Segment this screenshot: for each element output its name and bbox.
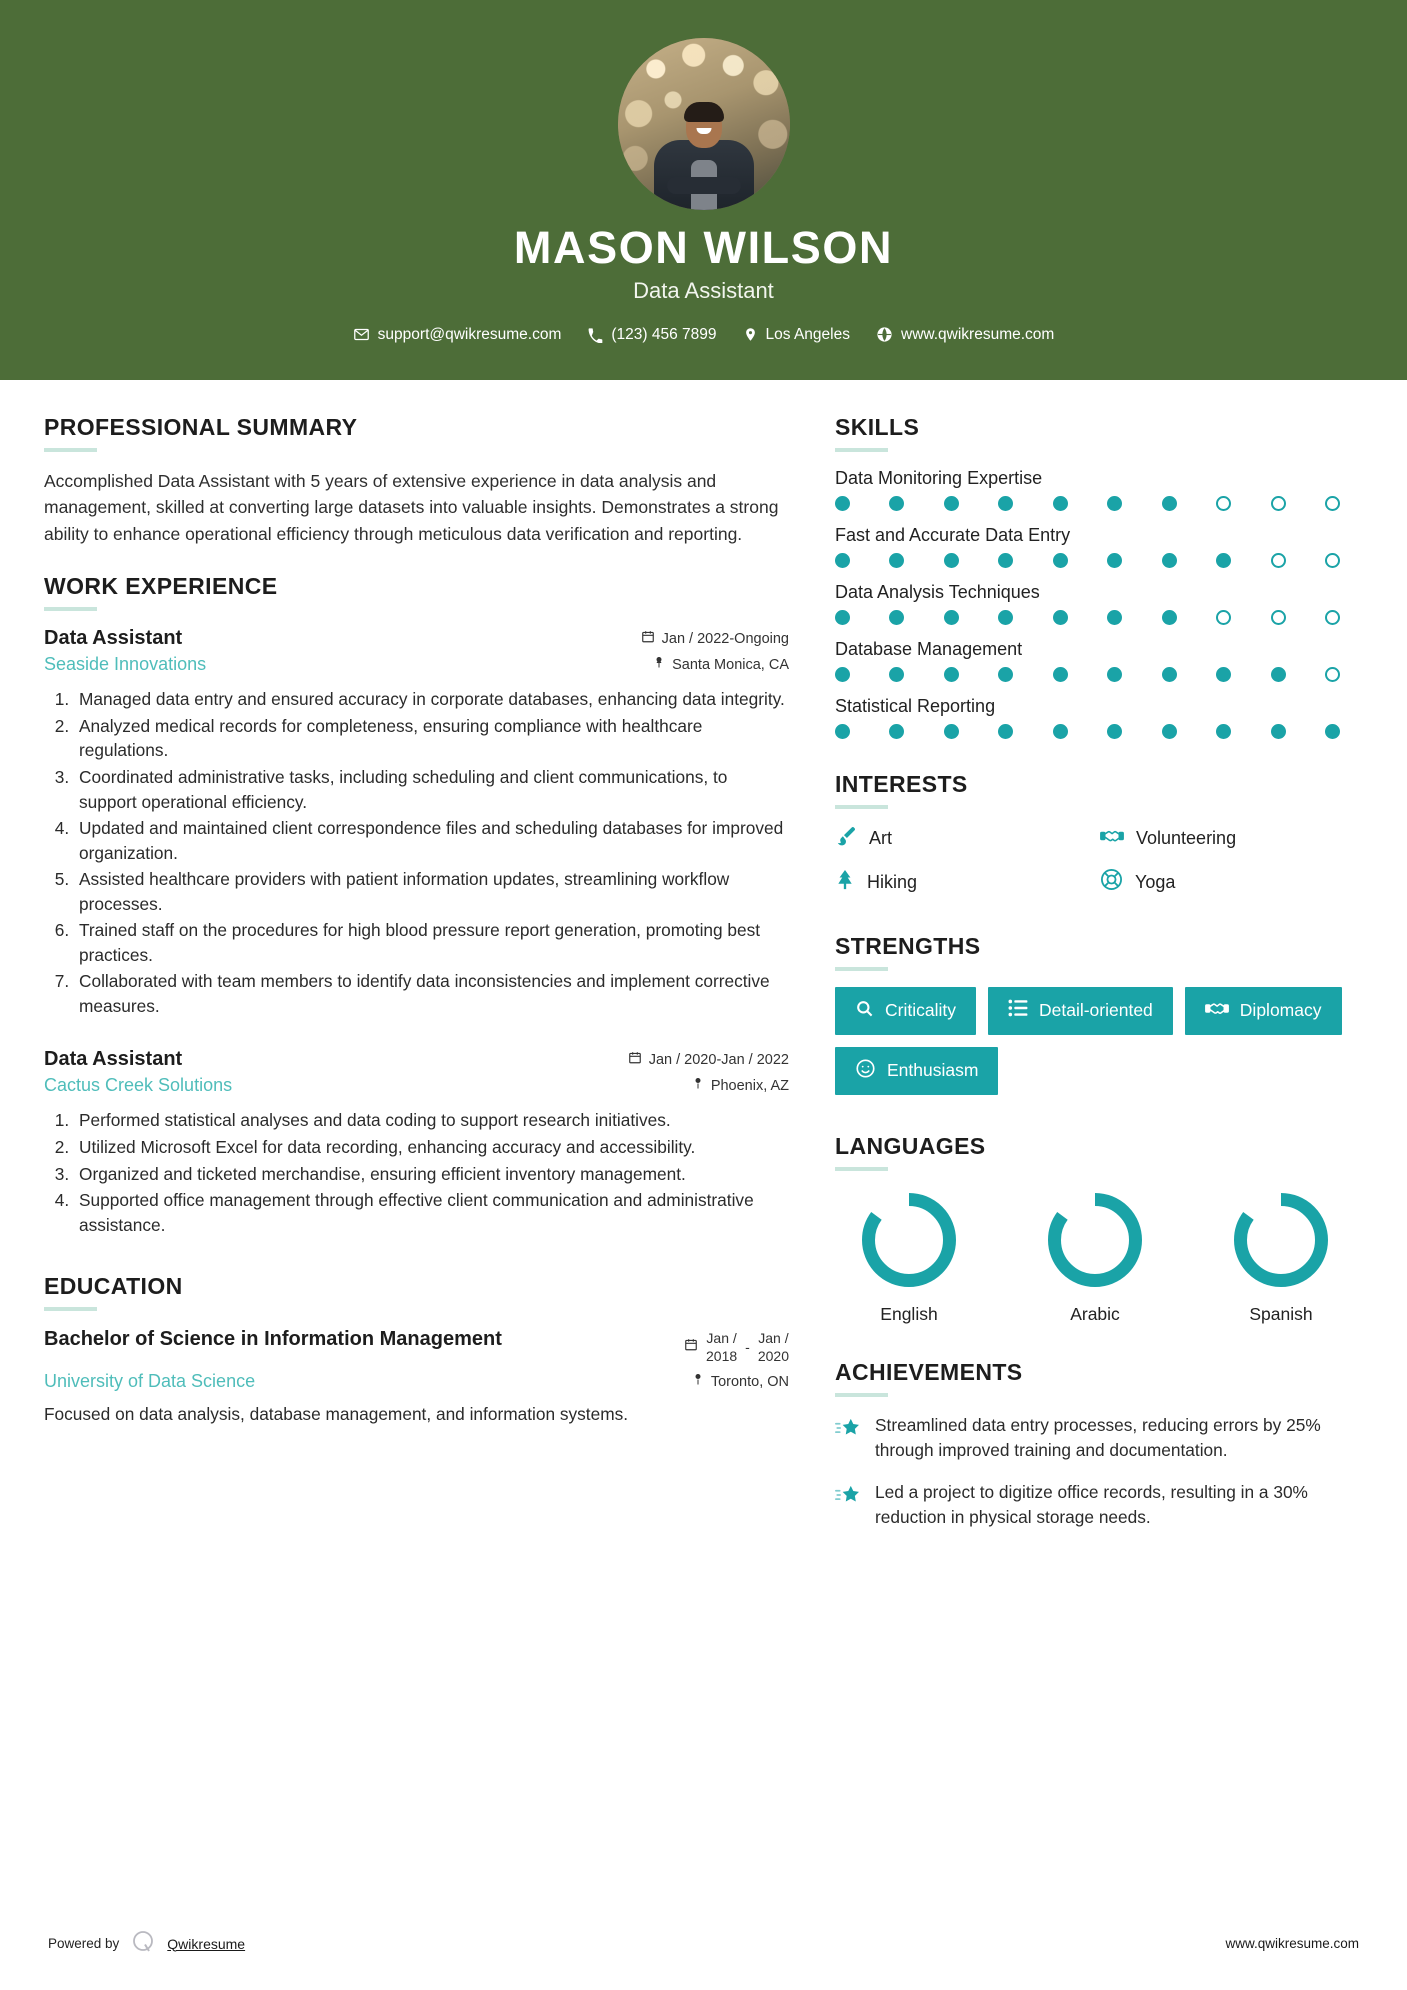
rating-dot-filled — [1162, 667, 1177, 682]
job-role: Data Assistant — [44, 627, 183, 650]
resume-body — [0, 380, 1407, 1557]
skill-name: Statistical Reporting — [835, 695, 996, 716]
rating-dot-filled — [1107, 610, 1122, 625]
tree-icon — [835, 868, 855, 897]
rating-dot-filled — [944, 667, 959, 682]
rating-dot-filled — [944, 724, 959, 739]
job-bullet: 3. Organized and ticketed merchandise, ensuring efficient inventory management. — [74, 1162, 789, 1187]
phone-icon — [587, 327, 603, 343]
candidate-job-title: Data Assistant — [633, 277, 774, 303]
achievement-text: Streamlined data entry processes, reducing errors by 25% through improved training and documentation. — [875, 1414, 1321, 1460]
skill-name: Data Monitoring Expertise — [835, 467, 1043, 488]
rating-dot-filled — [998, 724, 1013, 739]
contact-row — [0, 326, 1407, 344]
language-name: Spanish — [1249, 1303, 1313, 1324]
job-location-value: Santa Monica, CA — [672, 656, 789, 673]
education-date-separator: - — [745, 1339, 750, 1356]
rating-dot-filled — [889, 610, 904, 625]
contact-phone[interactable] — [574, 326, 729, 344]
section-rule — [44, 607, 97, 611]
candidate-name: MASON WILSON — [513, 222, 894, 273]
skill-name: Database Management — [835, 638, 1023, 659]
education-entry — [44, 1327, 789, 1427]
skill-item — [835, 582, 1355, 625]
job-dates — [628, 1050, 789, 1069]
powered-by-label: Powered by — [48, 1936, 120, 1951]
language-donut-chart — [1025, 1193, 1165, 1292]
job-bullet: 7. Collaborated with team members to identify data inconsistencies and implement corrective measures. — [74, 969, 789, 1018]
rating-dot-filled — [1107, 724, 1122, 739]
job-bullet: 2. Analyzed medical records for completeness, ensuring compliance with healthcare regulations. — [74, 714, 789, 763]
qwikresume-link[interactable]: Qwikresume — [167, 1935, 246, 1952]
calendar-icon — [628, 1050, 642, 1069]
calendar-icon — [641, 629, 655, 648]
skill-rating — [835, 667, 1340, 682]
achievement-item — [835, 1480, 1355, 1530]
achievement-item — [835, 1413, 1355, 1463]
donut-progress-arc — [869, 1199, 950, 1280]
rating-dot-empty — [1325, 667, 1340, 682]
section-skills — [835, 414, 1355, 739]
rating-dot-filled — [835, 553, 850, 568]
skill-item — [835, 696, 1355, 739]
strength-chip-criticality[interactable] — [835, 987, 976, 1035]
education-degree: Bachelor of Science in Information Management — [44, 1328, 502, 1351]
rating-dot-filled — [835, 610, 850, 625]
contact-website[interactable] — [863, 326, 1067, 344]
strength-chip-detail-oriented[interactable] — [988, 987, 1173, 1035]
section-title-work-experience: WORK EXPERIENCE — [44, 573, 278, 600]
rating-dot-filled — [1053, 667, 1068, 682]
skill-item — [835, 525, 1355, 568]
rating-dot-filled — [944, 496, 959, 511]
strength-label: Diplomacy — [1239, 1000, 1322, 1021]
language-item — [1025, 1187, 1165, 1325]
rating-dot-filled — [1053, 553, 1068, 568]
job-role: Data Assistant — [44, 1048, 183, 1071]
map-pin-icon — [653, 655, 665, 674]
skill-name: Fast and Accurate Data Entry — [835, 524, 1071, 545]
map-pin-icon — [692, 1076, 704, 1095]
smiley-icon — [855, 1058, 876, 1084]
strengths-list — [835, 987, 1355, 1095]
language-donut-chart — [1211, 1193, 1351, 1292]
rating-dot-filled — [889, 667, 904, 682]
job-location — [692, 1076, 789, 1095]
footer-website[interactable]: www.qwikresume.com — [1225, 1936, 1359, 1951]
list-icon — [1008, 999, 1028, 1022]
strength-chip-enthusiasm[interactable] — [835, 1047, 998, 1095]
section-title-summary: PROFESSIONAL SUMMARY — [44, 413, 358, 440]
languages-list — [835, 1187, 1355, 1325]
interest-item — [835, 825, 1090, 852]
rating-dot-filled — [1162, 724, 1177, 739]
section-professional-summary — [44, 414, 789, 548]
section-achievements — [835, 1359, 1355, 1531]
avatar-person — [652, 102, 756, 210]
interest-label: Art — [869, 827, 893, 848]
section-strengths — [835, 933, 1355, 1095]
rating-dot-filled — [1053, 610, 1068, 625]
rating-dot-filled — [835, 667, 850, 682]
section-rule — [835, 1393, 888, 1397]
paint-brush-icon — [835, 825, 857, 852]
interest-item — [835, 868, 1090, 897]
rating-dot-filled — [944, 553, 959, 568]
job-bullet: 4. Supported office management through effective client communication and administrative assistance. — [74, 1188, 789, 1237]
section-title-strengths: STRENGTHS — [835, 932, 981, 959]
job-dates — [641, 629, 789, 648]
rating-dot-empty — [1325, 553, 1340, 568]
rating-dot-filled — [1162, 496, 1177, 511]
language-donut-chart — [839, 1193, 979, 1292]
skill-item — [835, 639, 1355, 682]
rating-dot-filled — [1162, 610, 1177, 625]
rating-dot-empty — [1271, 553, 1286, 568]
achievement-text: Led a project to digitize office records, resulting in a 30% reduction in physical storage needs. — [875, 1482, 1308, 1528]
rating-dot-empty — [1271, 610, 1286, 625]
interest-label: Volunteering — [1136, 827, 1237, 848]
location-pin-icon — [743, 326, 758, 343]
section-title-languages: LANGUAGES — [835, 1132, 986, 1159]
education-subheader — [44, 1371, 789, 1392]
job-company: Cactus Creek Solutions — [44, 1075, 233, 1096]
rating-dot-filled — [998, 496, 1013, 511]
rating-dot-filled — [1325, 724, 1340, 739]
interest-label: Hiking — [867, 871, 918, 892]
section-rule — [835, 1167, 888, 1171]
job-entry — [44, 627, 789, 1018]
job-header — [44, 1048, 789, 1071]
job-subheader — [44, 654, 789, 675]
rating-dot-filled — [1271, 724, 1286, 739]
skill-item — [835, 468, 1355, 511]
language-name: English — [880, 1303, 938, 1324]
contact-email-value: support@qwikresume.com — [377, 325, 562, 343]
section-rule — [835, 967, 888, 971]
interest-label: Yoga — [1135, 871, 1176, 892]
job-bullet: 1. Performed statistical analyses and data coding to support research initiatives. — [74, 1108, 789, 1133]
education-description: Focused on data analysis, database management, and information systems. — [44, 1404, 629, 1425]
rating-dot-empty — [1271, 496, 1286, 511]
education-location-value: Toronto, ON — [710, 1373, 789, 1390]
rating-dot-filled — [835, 724, 850, 739]
education-location — [692, 1372, 789, 1391]
rating-dot-filled — [998, 610, 1013, 625]
language-item — [1211, 1187, 1351, 1325]
rating-dot-filled — [889, 724, 904, 739]
education-dates — [684, 1327, 789, 1365]
education-end-year: 2020 — [757, 1347, 789, 1364]
education-start-month: Jan / — [706, 1330, 737, 1347]
education-start-year: 2018 — [706, 1347, 738, 1364]
rating-dot-filled — [998, 553, 1013, 568]
handshake-icon — [1100, 825, 1124, 852]
donut-progress-arc — [1241, 1199, 1322, 1280]
job-entry — [44, 1048, 789, 1237]
rating-dot-filled — [1162, 553, 1177, 568]
section-rule — [44, 1307, 97, 1311]
skill-rating — [835, 610, 1340, 625]
interest-item — [1100, 868, 1355, 897]
rating-dot-filled — [1216, 667, 1231, 682]
strength-label: Detail-oriented — [1038, 1000, 1153, 1021]
section-title-achievements: ACHIEVEMENTS — [835, 1358, 1023, 1385]
handshake-icon — [1205, 998, 1229, 1024]
education-header — [44, 1327, 789, 1365]
avatar — [618, 38, 790, 210]
rating-dot-filled — [1107, 553, 1122, 568]
rating-dot-filled — [1271, 667, 1286, 682]
job-bullet: 5. Assisted healthcare providers with patient information updates, streamlining workflow processes. — [74, 867, 789, 916]
globe-icon — [876, 326, 893, 343]
contact-email[interactable] — [340, 326, 575, 344]
rating-dot-filled — [944, 610, 959, 625]
job-company: Seaside Innovations — [44, 654, 207, 675]
interest-item — [1100, 825, 1355, 852]
job-bullet: 6. Trained staff on the procedures for high blood pressure report generation, promoting best practices. — [74, 918, 789, 967]
section-rule — [835, 448, 888, 452]
section-interests — [835, 771, 1355, 897]
education-end-month: Jan / — [758, 1330, 789, 1347]
language-item — [839, 1187, 979, 1325]
rating-dot-filled — [1107, 496, 1122, 511]
job-bullet: 1. Managed data entry and ensured accuracy in corporate databases, enhancing data integrity. — [74, 687, 789, 712]
skill-rating — [835, 724, 1340, 739]
rating-dot-filled — [998, 667, 1013, 682]
section-title-education: EDUCATION — [44, 1273, 183, 1300]
section-title-interests: INTERESTS — [835, 770, 968, 797]
strength-chip-diplomacy[interactable] — [1185, 987, 1342, 1035]
rating-dot-empty — [1216, 496, 1231, 511]
contact-location[interactable] — [730, 326, 863, 344]
map-pin-icon — [692, 1372, 704, 1391]
contact-location-value: Los Angeles — [765, 325, 850, 343]
skill-rating — [835, 496, 1340, 511]
job-bullets — [44, 1108, 789, 1237]
job-subheader — [44, 1075, 789, 1096]
job-bullets — [44, 687, 789, 1018]
section-rule — [835, 805, 888, 809]
job-location-value: Phoenix, AZ — [710, 1077, 789, 1094]
star-icon — [835, 1480, 861, 1530]
skill-rating — [835, 553, 1340, 568]
contact-phone-value: (123) 456 7899 — [611, 325, 717, 343]
job-bullet: 4. Updated and maintained client correspondence files and scheduling databases for improved organization. — [74, 816, 789, 865]
section-title-skills: SKILLS — [835, 413, 920, 440]
strength-label: Enthusiasm — [887, 1060, 979, 1081]
footer-brand — [48, 1929, 245, 1958]
right-column — [835, 414, 1355, 1557]
resume-footer — [0, 1929, 1407, 1958]
rating-dot-filled — [835, 496, 850, 511]
calendar-icon — [684, 1330, 698, 1355]
star-icon — [835, 1413, 861, 1463]
rating-dot-filled — [1053, 724, 1068, 739]
resume-header — [0, 0, 1407, 380]
section-education — [44, 1273, 789, 1427]
education-end-date — [758, 1330, 789, 1365]
avatar-arms — [667, 177, 741, 194]
rating-dot-filled — [889, 496, 904, 511]
contact-website-value: www.qwikresume.com — [901, 325, 1055, 343]
rating-dot-filled — [889, 553, 904, 568]
rating-dot-filled — [1053, 496, 1068, 511]
job-location — [653, 655, 789, 674]
education-school: University of Data Science — [44, 1371, 256, 1392]
section-work-experience — [44, 573, 789, 1237]
magnifier-icon — [855, 999, 874, 1023]
rating-dot-empty — [1325, 610, 1340, 625]
summary-text: Accomplished Data Assistant with 5 years of extensive experience in data analysis and management, skilled at converting large datasets into valuable insights. Demonstrates a strong ability to enhance operational efficiency through meticulous data verification and reporting. — [44, 470, 779, 544]
rating-dot-empty — [1325, 496, 1340, 511]
strength-label: Criticality — [885, 1000, 956, 1021]
envelope-icon — [353, 326, 370, 343]
donut-progress-arc — [1055, 1199, 1136, 1280]
rating-dot-filled — [1216, 724, 1231, 739]
skill-name: Data Analysis Techniques — [835, 581, 1040, 602]
rating-dot-filled — [1216, 553, 1231, 568]
job-dates-value: Jan / 2020-Jan / 2022 — [648, 1051, 789, 1068]
interests-grid — [835, 825, 1355, 897]
language-name: Arabic — [1070, 1303, 1120, 1324]
section-languages — [835, 1133, 1355, 1325]
qwikresume-logo-icon — [130, 1929, 156, 1958]
job-header — [44, 627, 789, 650]
job-dates-value: Jan / 2022-Ongoing — [661, 630, 789, 647]
left-column — [44, 414, 789, 1557]
section-rule — [44, 448, 97, 452]
rating-dot-empty — [1216, 610, 1231, 625]
education-start-date — [706, 1330, 737, 1365]
lifebuoy-icon — [1100, 868, 1123, 896]
job-bullet: 3. Coordinated administrative tasks, including scheduling and client communications, to support operational efficiency. — [74, 765, 789, 814]
job-bullet: 2. Utilized Microsoft Excel for data recording, enhancing accuracy and accessibility. — [74, 1135, 789, 1160]
avatar-hair — [684, 102, 724, 122]
rating-dot-filled — [1107, 667, 1122, 682]
